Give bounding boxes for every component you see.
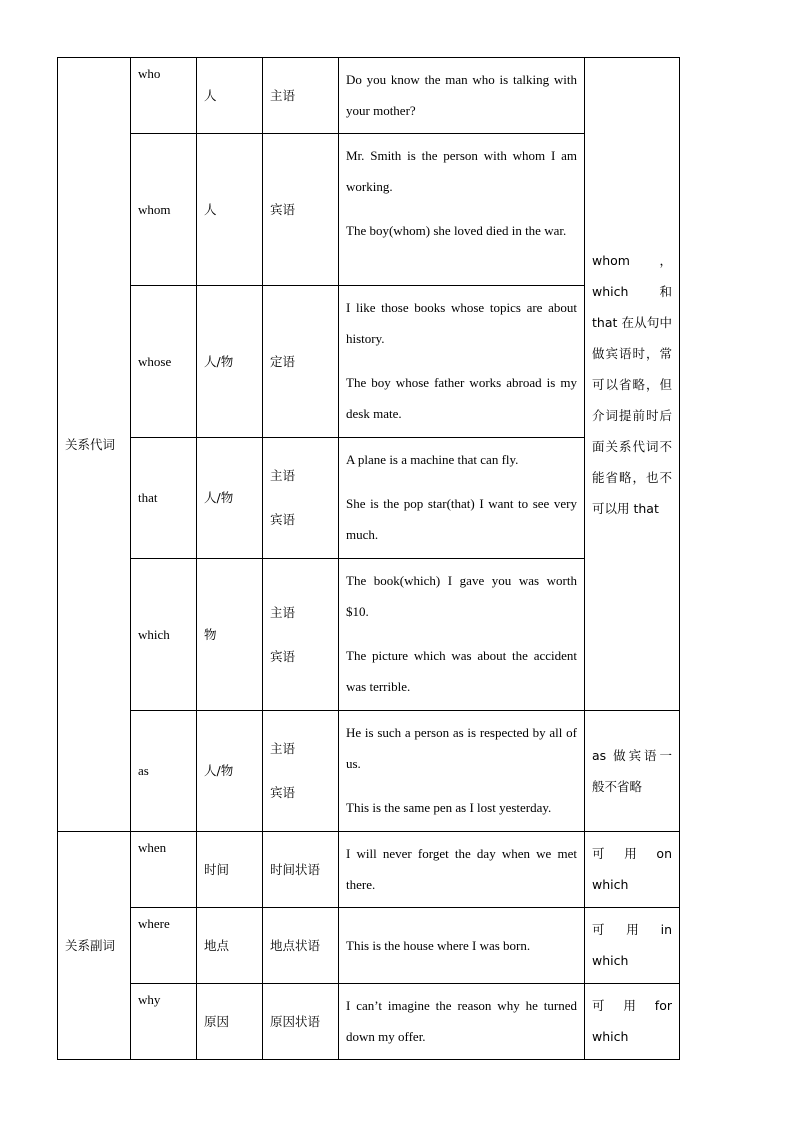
word-cell: whose <box>131 286 197 438</box>
referent-cell: 人 <box>197 58 263 134</box>
note-where: 可 用 in which <box>585 908 680 984</box>
note-pronouns: whom，which 和 that 在从句中做宾语时，常可以省略，但介词提前时后面关系代词不能省略，也不可以用 that <box>585 58 680 711</box>
table-row <box>58 984 680 1060</box>
example-cell: The book(which) I gave you was worth $10. The picture which was about the accident was terrible. <box>339 559 585 711</box>
function-cell: 地点状语 <box>263 908 339 984</box>
table-row <box>58 711 680 832</box>
word-cell: why <box>131 984 197 1060</box>
example-cell: I like those books whose topics are about history. The boy whose father works abroad is my desk mate. <box>339 286 585 438</box>
function-cell: 原因状语 <box>263 984 339 1060</box>
relative-words-table <box>57 57 680 1060</box>
word-cell: as <box>131 711 197 832</box>
example-cell: I can’t imagine the reason why he turned down my offer. <box>339 984 585 1060</box>
referent-cell: 原因 <box>197 984 263 1060</box>
word-cell: who <box>131 58 197 134</box>
referent-cell: 人/物 <box>197 286 263 438</box>
example-cell: Do you know the man who is talking with your mother? <box>339 58 585 134</box>
example-cell: Mr. Smith is the person with whom I am working. The boy(whom) she loved died in the war. <box>339 134 585 286</box>
example-cell: He is such a person as is respected by all of us. This is the same pen as I lost yesterday. <box>339 711 585 832</box>
function-cell: 主语 宾语 <box>263 711 339 832</box>
note-when: 可 用 on which <box>585 832 680 908</box>
referent-cell: 人/物 <box>197 711 263 832</box>
example-cell: This is the house where I was born. <box>339 908 585 984</box>
word-cell: that <box>131 438 197 559</box>
note-as: as 做宾语一般不省略 <box>585 711 680 832</box>
group-label-adverbs: 关系副词 <box>58 832 131 1060</box>
function-cell: 主语 <box>263 58 339 134</box>
function-cell: 主语 宾语 <box>263 559 339 711</box>
function-cell: 定语 <box>263 286 339 438</box>
referent-cell: 物 <box>197 559 263 711</box>
word-cell: when <box>131 832 197 908</box>
group-label-pronouns: 关系代词 <box>58 58 131 832</box>
referent-cell: 人/物 <box>197 438 263 559</box>
table-row <box>58 832 680 908</box>
word-cell: where <box>131 908 197 984</box>
function-cell: 主语 宾语 <box>263 438 339 559</box>
referent-cell: 地点 <box>197 908 263 984</box>
table-row <box>58 908 680 984</box>
table-row <box>58 58 680 134</box>
word-cell: whom <box>131 134 197 286</box>
function-cell: 宾语 <box>263 134 339 286</box>
referent-cell: 时间 <box>197 832 263 908</box>
example-cell: A plane is a machine that can fly. She is the pop star(that) I want to see very much. <box>339 438 585 559</box>
function-cell: 时间状语 <box>263 832 339 908</box>
word-cell: which <box>131 559 197 711</box>
note-why: 可 用 for which <box>585 984 680 1060</box>
example-cell: I will never forget the day when we met there. <box>339 832 585 908</box>
referent-cell: 人 <box>197 134 263 286</box>
